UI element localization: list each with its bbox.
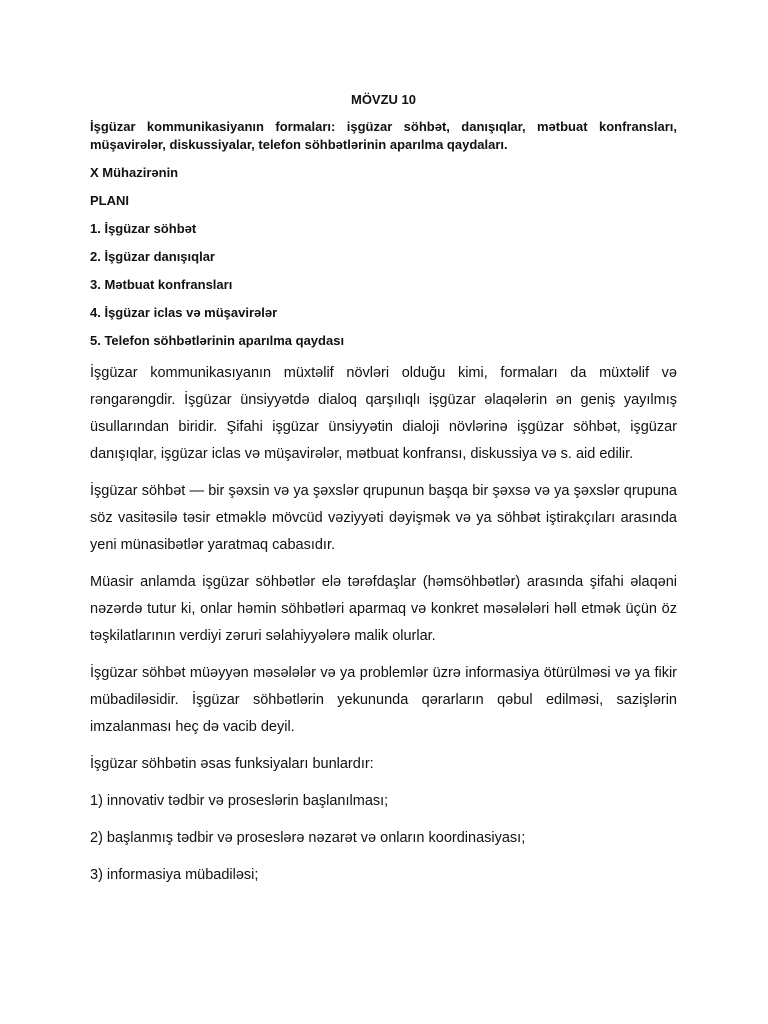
body-paragraph: İşgüzar kommunikasıyanın müxtəlif növləri olduğu kimi, formaları da müxtəlif və rəngarəngdir. İşgüzar ünsiyyətdə dialoq qarşılıqlı işgüzar əlaqələrin ən geniş yayılmış üsullarından biridir. Şifahi işgüzar ünsiyyətin dialoji növlərinə işgüzar söhbət, işgüzar danışıqlar, işgüzar iclas və müşavirələr, mətbuat konfransı, diskussiya və s. aid edilir. <box>90 365 677 462</box>
function-item: 3) informasiya mübadiləsi; <box>90 867 259 883</box>
plan-item: 1. İşgüzar söhbət <box>90 221 197 236</box>
body-paragraph: İşgüzar söhbətin əsas funksiyaları bunlardır: <box>90 756 374 772</box>
plan-item: 5. Telefon söhbətlərinin aparılma qaydası <box>90 333 345 348</box>
plan-item: 3. Mətbuat konfransları <box>90 277 233 292</box>
document-title: MÖVZU 10 <box>350 92 416 107</box>
body-paragraph: İşgüzar söhbət müəyyən məsələlər və ya problemlər üzrə informasiya ötürülməsi və ya fikir mübadiləsidir. İşgüzar söhbətlərin yekununda qərarların qəbul edilməsi, sazişlərin imzalanması heç də vacib deyil. <box>90 665 677 735</box>
plan-heading: PLANI <box>90 193 129 208</box>
function-item: 1) innovativ tədbir və proseslərin başlanılması; <box>90 793 389 809</box>
plan-item: 2. İşgüzar danışıqlar <box>90 249 215 264</box>
body-paragraph: İşgüzar söhbət — bir şəxsin və ya şəxslər qrupunun başqa bir şəxsə və ya şəxslər qrupuna söz vasitəsilə təsir etməklə mövcüd vəziyyəti dəyişmək və ya söhbət iştirakçıları arasında yeni münasibətlər yaratmaq cabasıdır. <box>90 483 677 553</box>
plan-item: 4. İşgüzar iclas və müşavirələr <box>90 305 278 320</box>
lecture-label: X Mühazirənin <box>90 165 179 180</box>
document-subtitle: İşgüzar kommunikasiyanın formaları: işgüzar söhbət, danışıqlar, mətbuat konfransları, müşavirələr, diskussiyalar, telefon söhbətlərinin aparılma qaydaları. <box>90 119 677 152</box>
body-paragraph: Müasir anlamda işgüzar söhbətlər elə tərəfdaşlar (həmsöhbətlər) arasında şifahi əlaqəni nəzərdə tutur ki, onlar həmin söhbətləri aparmaq və konkret məsələləri həll etmək üçün öz təşkilatlarının verdiyi zəruri səlahiyyələrə malik olurlar. <box>90 574 677 644</box>
function-item: 2) başlanmış tədbir və proseslərə nəzarət və onların koordinasiyası; <box>90 830 526 846</box>
plan-list <box>90 220 677 350</box>
